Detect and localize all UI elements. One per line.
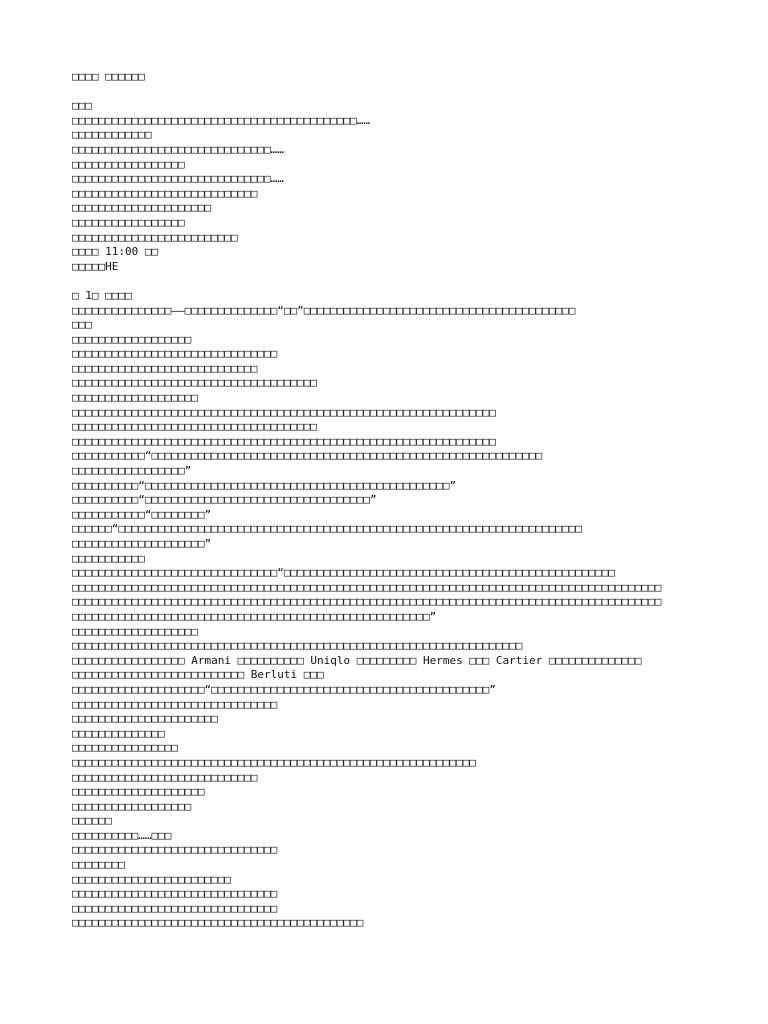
text-line: □□□□□□□□□□□“□□□□□□□□□□□□□□□□□□□□□□□□□□□□□□□□□□□□□□□□□□□□□□□□□□□□□□□□□□□ bbox=[72, 449, 543, 463]
text-line: □□□□□□□□□□□□□□□□□ bbox=[72, 215, 185, 229]
text-line: □□□□□□□□□□□□□□□□□□□□□□□□□□□□ bbox=[72, 770, 258, 784]
text-line: □□□□□□□□□□□□□□□□□□□□□□□□□□□□□□□“□□□□□□□□□□□□□□□□□□□□□□□□□□□□□□□□□□□□□□□□□□□□□□□□□□ bbox=[72, 566, 616, 580]
text-line: □□□□□□□□□□□□□□□□□” bbox=[72, 464, 192, 478]
spacer bbox=[72, 85, 698, 100]
text-line: □□□□□□□□□□□□□□□□□□□□□□□□□□□□ bbox=[72, 361, 258, 375]
text-line: □□□□□□□□□□……□□□ bbox=[72, 828, 172, 842]
text-line: □□□□□□□□□□□□□□□□□□□□□□□□□ bbox=[72, 230, 238, 244]
text-line: □□□□□□□□□□□□□□□□□□□□” bbox=[72, 537, 212, 550]
text-line: □□□□□□□□□□□□□□□□□□□□“□□□□□□□□□□□□□□□□□□□□□□□□□□□□□□□□□□□□□□□□□□” bbox=[72, 682, 496, 696]
text-line: □□□□□□□□□□□□□□□□□□□□□ bbox=[72, 201, 212, 215]
text-line: □□□□□□□□□□□□□□□□□□□□□□□□□□□□□□□ bbox=[72, 347, 278, 361]
text-line: □□□□□□□□□□□□□□□□□□□□□□□□□□□□□□□□□□□□□□□□□□□□□□□□□□□□□□□□□□□□□□□□□□□□ bbox=[72, 639, 523, 653]
text-line: □□□□□□□□□□“□□□□□□□□□□□□□□□□□□□□□□□□□□□□□□□□□□” bbox=[72, 493, 377, 507]
text-line: □□□□□□□□□□□□□□□□□□□□□□□□□□□□□□□□□□□□□□□□□□□□□□□□□□□□□□□□□□□□□□□□□□□□□□□□□□□□□□□□□□□□□□□□□ bbox=[72, 595, 662, 609]
text-line: □□□□□□□□□□□□□□□□□□□□□□□□□□□□□□□□□□□□□□□□□□□□□□□□□□□□□□□□□□□□□ bbox=[72, 755, 476, 769]
text-line: □□□□□□ bbox=[72, 814, 112, 828]
document-page bbox=[72, 70, 698, 931]
text-line: □□□□□□□□□□□□□□□□□□□□□□□□□□□□□□□ bbox=[72, 901, 278, 915]
text-line: □□□□□□“□□□□□□□□□□□□□□□□□□□□□□□□□□□□□□□□□□□□□□□□□□□□□□□□□□□□□□□□□□□□□□□□□□□□□□ bbox=[72, 522, 582, 536]
header-block bbox=[72, 99, 698, 274]
text-line: □□□□□□□□□□□□□□□□□□□□ bbox=[72, 785, 205, 799]
spacer bbox=[72, 274, 698, 289]
text-line: □□□□□□□□□□□□□□□□□□□□□□□□□□□□□□□□□□□□□□□□□□□□□□□□□□□□□□” bbox=[72, 609, 437, 623]
text-line: □□□□□□□□□□□□□□□□□□□□□□□□□□□□ bbox=[72, 186, 258, 200]
text-line: □□□□□□□□□□□□ bbox=[72, 128, 152, 142]
text-line: □□□□□□□□□□□□□□□□□□□□□□□□□□□□□□□ bbox=[72, 843, 278, 857]
text-line: □□□□□□□□□□□□□□□□□□□□□□□□□□□□□□□□□□□□□ bbox=[72, 420, 318, 434]
text-line: □□□□□□□□□□□ bbox=[72, 551, 145, 565]
text-line: □□□□□□□□□□□□□□□□□□□□□□□□□□□□□□□ bbox=[72, 697, 278, 711]
document-title: □□□□ □□□□□□ bbox=[72, 70, 145, 83]
text-line: □□□□□□□□□□“□□□□□□□□□□□□□□□□□□□□□□□□□□□□□□□□□□□□□□□□□□□□□□” bbox=[72, 478, 457, 492]
text-line: □□□□□□□□□□□□□□□□□ Armani □□□□□□□□□□ Uniqlo □□□□□□□□□ Hermes □□□ Cartier □□□□□□□□□□□□□□ bbox=[72, 653, 642, 667]
text-line: □□□□□□□□□□□□□□□□□□□□□□ bbox=[72, 712, 218, 726]
text-line: □□□□□□□□□□□□□□□□□□□□□□□□□□ Berluti □□□ bbox=[72, 668, 324, 682]
text-line: □□□□□□□□□□□□□□□□□□□□□□□□ bbox=[72, 872, 231, 886]
text-line: □□□□□□□□□□□□□□□——□□□□□□□□□□□□□□“□□”□□□□□□□□□□□□□□□□□□□□□□□□□□□□□□□□□□□□□□□□□ bbox=[72, 303, 576, 317]
text-line: □□□□□HE bbox=[72, 259, 119, 273]
text-line: □□□□□□□□□□□□□□□□□□□□□□□□□□□□□□…… bbox=[72, 142, 284, 156]
text-line: □□□□□□□□□□□□□□□□□□□□□□□□□□□□□□□□□□□□□□□□□□□□□□□□□□□□□□□□□□□□□□□□ bbox=[72, 434, 496, 448]
chapter-heading: □ 1□ □□□□ bbox=[72, 288, 132, 302]
text-line: □□□□□□□□□□□“□□□□□□□□” bbox=[72, 507, 212, 521]
text-line: □□□□□□□□□□□□□□□□ bbox=[72, 741, 178, 755]
text-line: □□□□□□□□□□□□□□□□□ bbox=[72, 157, 185, 171]
text-line: □□□□□□□□□□□□□□□□□□ bbox=[72, 332, 192, 346]
text-line: □□□□□□□□□□□□□□□□□□□□□□□□□□□□□□□□□□□□□ bbox=[72, 376, 318, 390]
text-line: □□□ bbox=[72, 99, 92, 113]
text-line: □□□□□□□□□□□□□□□□□□□□□□□□□□□□□□…… bbox=[72, 172, 284, 186]
body-text bbox=[72, 304, 698, 932]
text-line: □□□□□□□□□□□□□□□□□□□□□□□□□□□□□□□□□□□□□□□□□□□□□□□□□□□□□□□□□□□□□□□□ bbox=[72, 405, 496, 419]
text-line: □□□□□□□□□□□□□□□□□□□□□□□□□□□□□□□ bbox=[72, 887, 278, 901]
text-line: □□□□□□□□ bbox=[72, 858, 125, 872]
text-line: □□□□□□□□□□□□□□□□□□ bbox=[72, 799, 192, 813]
text-line: □□□□□□□□□□□□□□□□□□□□□□□□□□□□□□□□□□□□□□□□□□□□□□□□□□□□□□□□□□□□□□□□□□□□□□□□□□□□□□□□□□□□□□□□□ bbox=[72, 580, 662, 594]
text-line: □□□ bbox=[72, 318, 92, 332]
text-line: □□□□□□□□□□□□□□□□□□□ bbox=[72, 624, 198, 638]
text-line: □□□□□□□□□□□□□□ bbox=[72, 726, 165, 740]
text-line: □□□□□□□□□□□□□□□□□□□□□□□□□□□□□□□□□□□□□□□□□□□□ bbox=[72, 916, 364, 930]
text-line: □□□□□□□□□□□□□□□□□□□ bbox=[72, 391, 198, 405]
text-line: □□□□ 11:00 □□ bbox=[72, 245, 159, 259]
text-line: □□□□□□□□□□□□□□□□□□□□□□□□□□□□□□□□□□□□□□□□□□□…… bbox=[72, 113, 371, 127]
